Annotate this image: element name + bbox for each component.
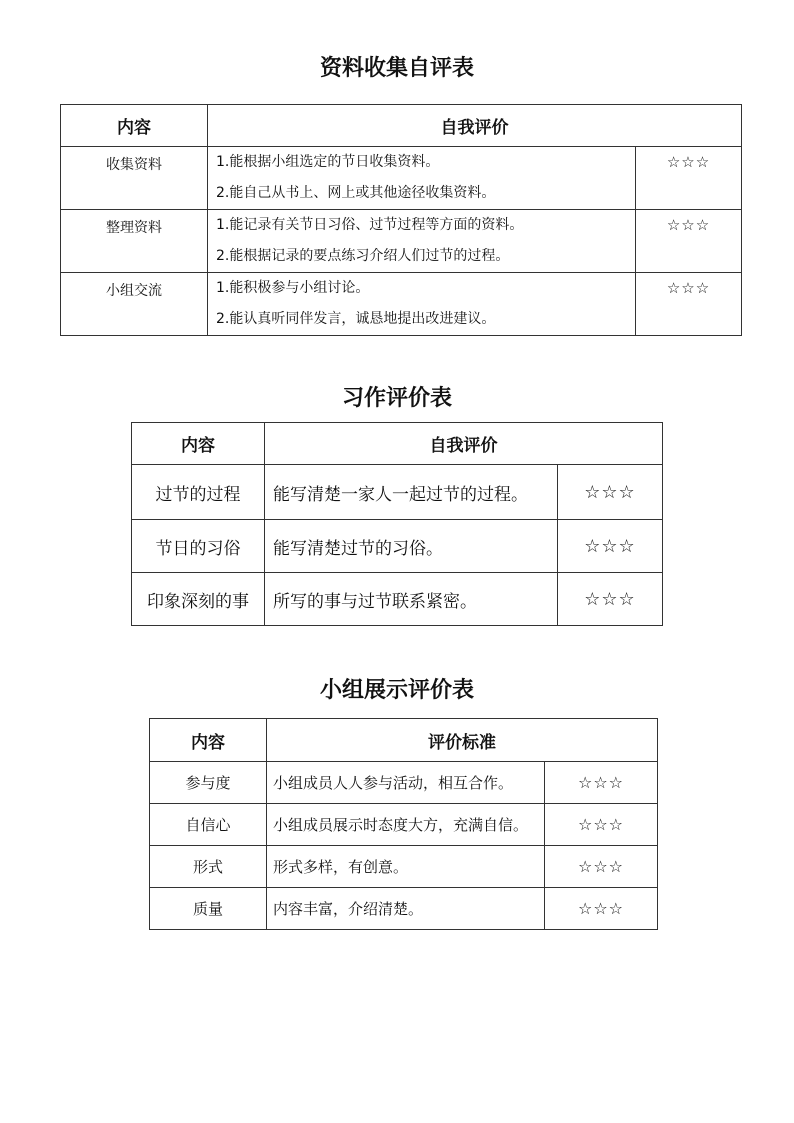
row-label: 过节的过程	[132, 465, 265, 520]
table3-header-row	[150, 719, 658, 762]
star-rating[interactable]: ☆☆☆	[558, 465, 663, 520]
row-criteria	[208, 273, 636, 336]
table1-header-row	[61, 105, 742, 147]
table3-header-criteria: 评价标准	[267, 719, 658, 762]
row-label: 收集资料	[61, 147, 208, 210]
table-row	[132, 520, 663, 573]
table1-header-evaluation: 自我评价	[208, 105, 742, 147]
star-rating[interactable]: ☆☆☆	[545, 762, 658, 804]
criterion-text: 2.能认真听同伴发言，诚恳地提出改进建议。	[216, 311, 496, 327]
table2-title: 习作评价表	[341, 386, 452, 411]
row-criteria: 小组成员展示时态度大方，充满自信。	[267, 804, 545, 846]
row-criteria: 内容丰富，介绍清楚。	[267, 888, 545, 930]
table2-header-content: 内容	[132, 423, 265, 465]
row-criteria	[208, 147, 636, 210]
criterion-text: 1.能记录有关节日习俗、过节过程等方面的资料。	[216, 217, 524, 233]
table1-header-content: 内容	[61, 105, 208, 147]
criterion-text: 1.能根据小组选定的节日收集资料。	[216, 154, 440, 170]
group-presentation-table	[149, 718, 658, 930]
table3-title: 小组展示评价表	[319, 678, 474, 703]
table-row	[61, 273, 742, 336]
row-label: 形式	[150, 846, 267, 888]
table-row	[132, 465, 663, 520]
row-label: 自信心	[150, 804, 267, 846]
row-criteria	[208, 210, 636, 273]
table-row	[61, 147, 742, 210]
row-criteria: 所写的事与过节联系紧密。	[265, 573, 558, 626]
star-rating[interactable]: ☆☆☆	[558, 520, 663, 573]
row-label: 小组交流	[61, 273, 208, 336]
table-row	[150, 846, 658, 888]
criterion-text: 2.能根据记录的要点练习介绍人们过节的过程。	[216, 248, 510, 264]
table-row	[132, 573, 663, 626]
table-row	[61, 210, 742, 273]
row-label: 节日的习俗	[132, 520, 265, 573]
table-row	[150, 762, 658, 804]
table2-header-evaluation: 自我评价	[265, 423, 663, 465]
row-label: 印象深刻的事	[132, 573, 265, 626]
row-label: 质量	[150, 888, 267, 930]
writing-evaluation-table	[131, 422, 663, 626]
row-label: 整理资料	[61, 210, 208, 273]
star-rating[interactable]: ☆☆☆	[636, 210, 742, 273]
row-criteria: 能写清楚过节的习俗。	[265, 520, 558, 573]
table2-header-row	[132, 423, 663, 465]
star-rating[interactable]: ☆☆☆	[545, 804, 658, 846]
row-criteria: 小组成员人人参与活动，相互合作。	[267, 762, 545, 804]
self-evaluation-table	[60, 104, 742, 336]
star-rating[interactable]: ☆☆☆	[545, 846, 658, 888]
row-label: 参与度	[150, 762, 267, 804]
criterion-text: 2.能自己从书上、网上或其他途径收集资料。	[216, 185, 496, 201]
star-rating[interactable]: ☆☆☆	[545, 888, 658, 930]
row-criteria: 形式多样，有创意。	[267, 846, 545, 888]
table1-title: 资料收集自评表	[319, 56, 474, 81]
table-row	[150, 888, 658, 930]
row-criteria: 能写清楚一家人一起过节的过程。	[265, 465, 558, 520]
table3-header-content: 内容	[150, 719, 267, 762]
star-rating[interactable]: ☆☆☆	[636, 273, 742, 336]
star-rating[interactable]: ☆☆☆	[636, 147, 742, 210]
table-row	[150, 804, 658, 846]
criterion-text: 1.能积极参与小组讨论。	[216, 280, 370, 296]
star-rating[interactable]: ☆☆☆	[558, 573, 663, 626]
